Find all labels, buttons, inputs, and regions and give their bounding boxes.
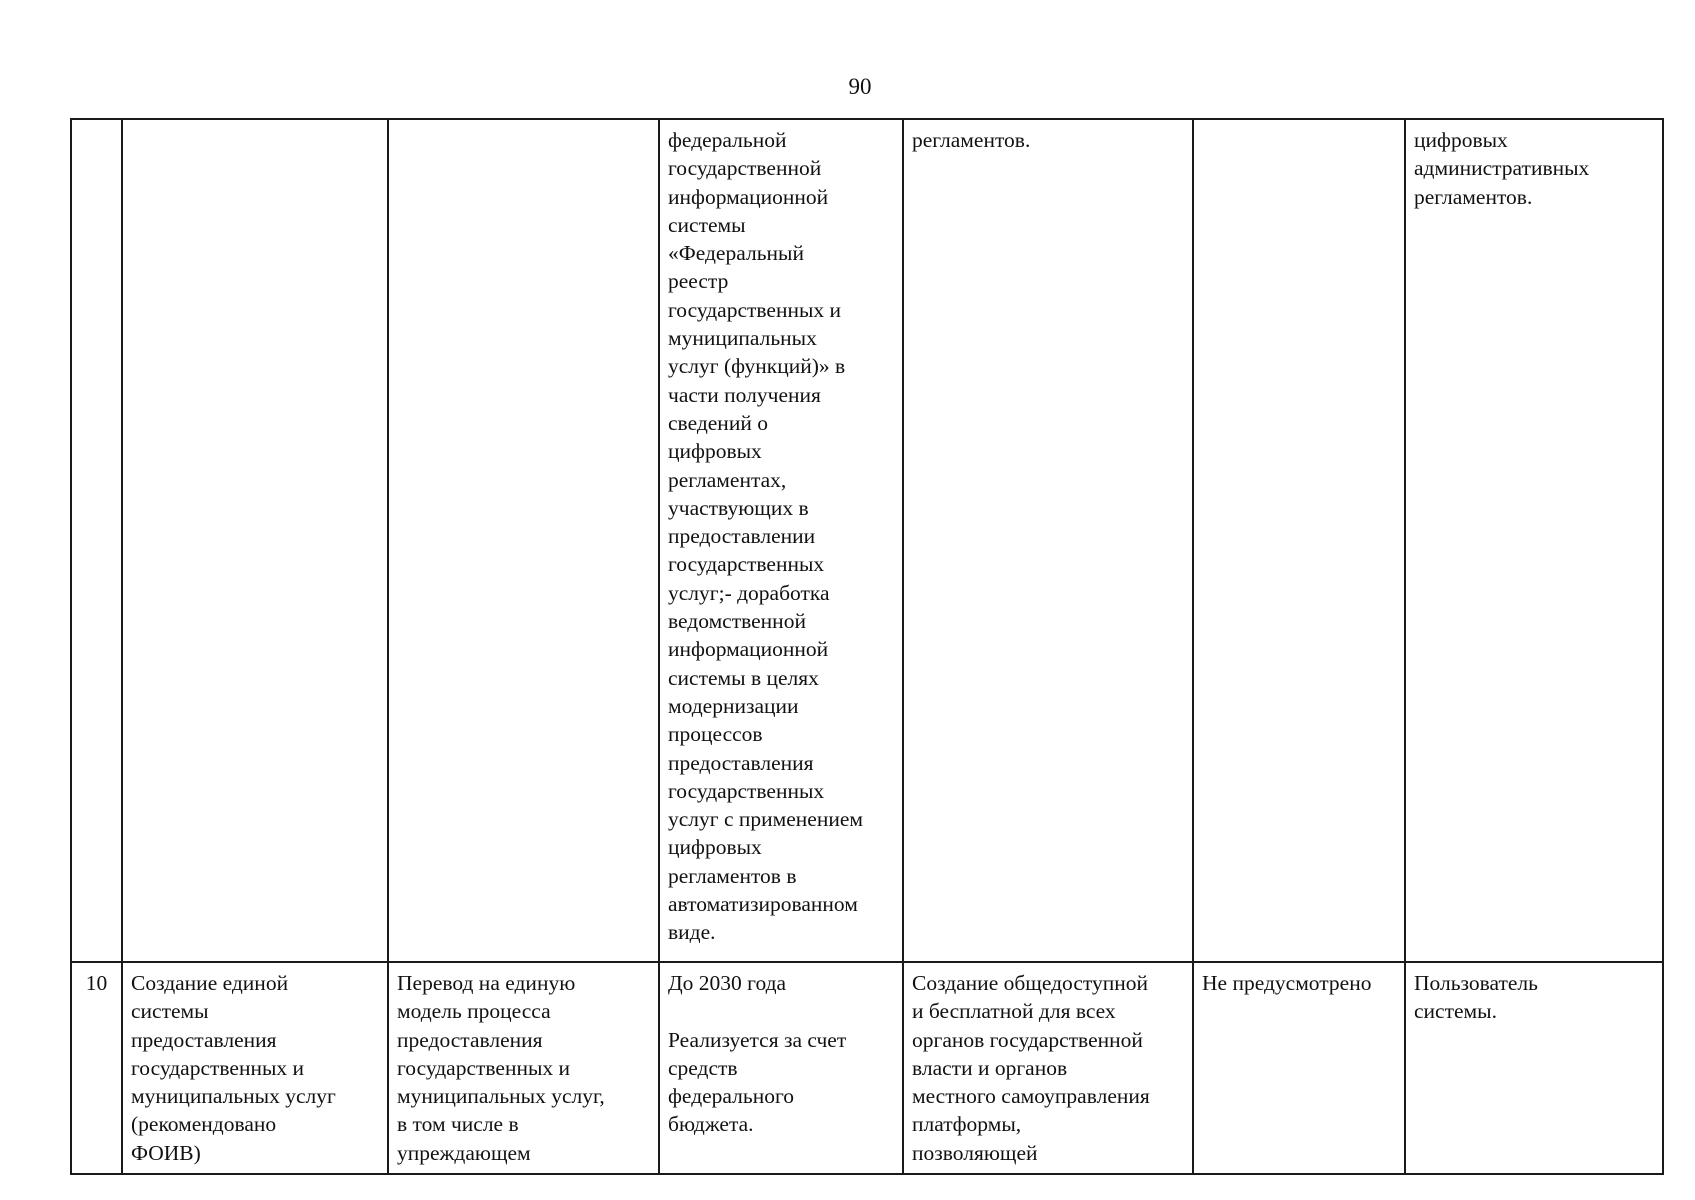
page-number: 90: [848, 74, 872, 99]
cell-deadline-funding: До 2030 года Реализуется за счет средств федерального бюджета.: [659, 962, 903, 1174]
cell-result: регламентов.: [903, 119, 1193, 962]
cell-description: [388, 119, 659, 962]
cell-deadline-funding: федеральной государственной информационной системы «Федеральный реестр государственных и муниципальных услуг (функций)» в части получения сведений о цифровых регламентах, участвующих в предоставлении государственных услуг;- доработка ведомственной информационной системы в целях модернизации процессов предоставления государственных услуг с применением цифровых регламентов в автоматизированном виде.: [659, 119, 903, 962]
cell-measure-name: [122, 119, 388, 962]
cell-participant: Пользователь системы.: [1405, 962, 1663, 1174]
cell-result: Создание общедоступной и бесплатной для всех органов государственной власти и органов местного самоуправления платформы, позволяющей: [903, 962, 1193, 1174]
cell-measure-name: Создание единой системы предоставления государственных и муниципальных услуг (рекомендовано ФОИВ): [122, 962, 388, 1174]
cell-additional: Не предусмотрено: [1193, 962, 1405, 1174]
cell-participant: цифровых административных регламентов.: [1405, 119, 1663, 962]
cell-description: Перевод на единую модель процесса предоставления государственных и муниципальных услуг, в том числе в упреждающем: [388, 962, 659, 1174]
table-row: [71, 962, 1663, 1174]
table-row: [71, 119, 1663, 962]
cell-additional: [1193, 119, 1405, 962]
cell-number: [71, 119, 122, 962]
measures-table: [70, 118, 1664, 1175]
cell-number: 10: [71, 962, 122, 1174]
